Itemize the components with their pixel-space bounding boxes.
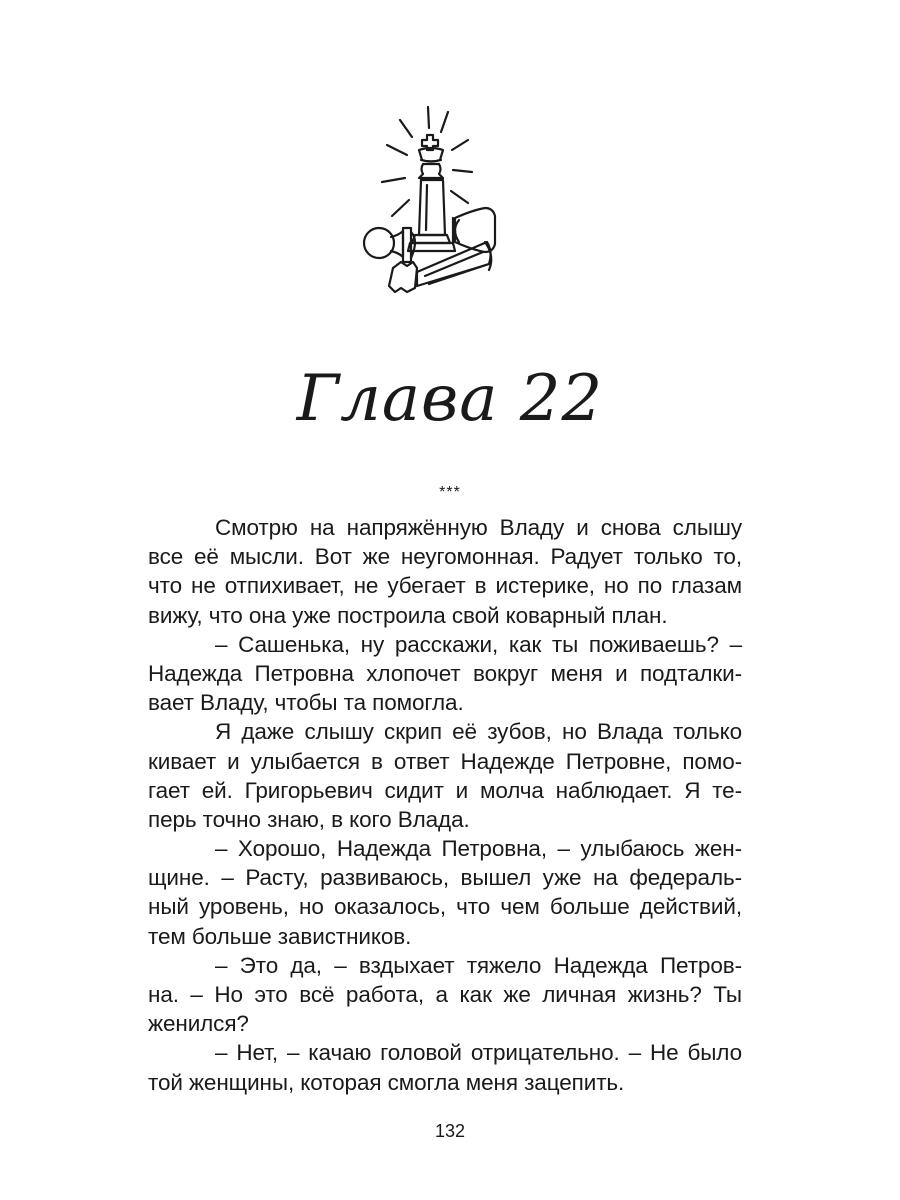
text-line: гает ей. Григорьевич сидит и молча наблюдает. Я те-	[148, 777, 742, 803]
chess-pieces-icon	[355, 100, 545, 310]
text-line: что не отпихивает, не убегает в истерике, но по глазам	[148, 573, 742, 599]
text-line: Надежда Петровна хлопочет вокруг меня и подталки-	[148, 660, 742, 686]
text-line: – Нет, – качаю головой отрицательно. – Не было	[215, 1040, 742, 1066]
text-line: щине. – Расту, развиваюсь, вышел уже на федераль-	[148, 865, 742, 891]
body-text	[148, 513, 742, 1097]
text-line: Смотрю на напряжённую Владу и снова слышу	[215, 515, 742, 540]
text-line: перь точно знаю, в кого Влада.	[148, 806, 470, 832]
text-line: Я даже слышу скрип её зубов, но Влада только	[215, 719, 742, 745]
text-line: на. – Но это всё работа, а как же личная жизнь? Ты	[148, 982, 742, 1007]
text-line: вижу, что она уже построила свой коварный план.	[148, 602, 668, 628]
chapter-title: Глава 22	[296, 362, 604, 436]
text-line: все её мысли. Вот же неугомонная. Радует только то,	[148, 544, 742, 570]
text-line: ный уровень, но оказалось, что чем больше действий,	[148, 894, 742, 920]
text-line: тем больше завистников.	[148, 923, 412, 949]
page-number: 132	[434, 1121, 466, 1141]
text-line: – Это да, – вздыхает тяжело Надежда Петров-	[215, 952, 742, 978]
text-line: – Сашенька, ну расскажи, как ты поживаешь? –	[215, 631, 742, 657]
text-line: кивает и улыбается в ответ Надежде Петровне, помо-	[148, 748, 742, 774]
scene-break: ***	[439, 484, 461, 501]
text-line: вает Владу, чтобы та помогла.	[148, 690, 464, 716]
text-line: той женщины, которая смогла меня зацепить.	[148, 1069, 625, 1095]
text-line: женился?	[148, 1011, 249, 1037]
text-line: – Хорошо, Надежда Петровна, – улыбаюсь жен-	[215, 836, 742, 862]
